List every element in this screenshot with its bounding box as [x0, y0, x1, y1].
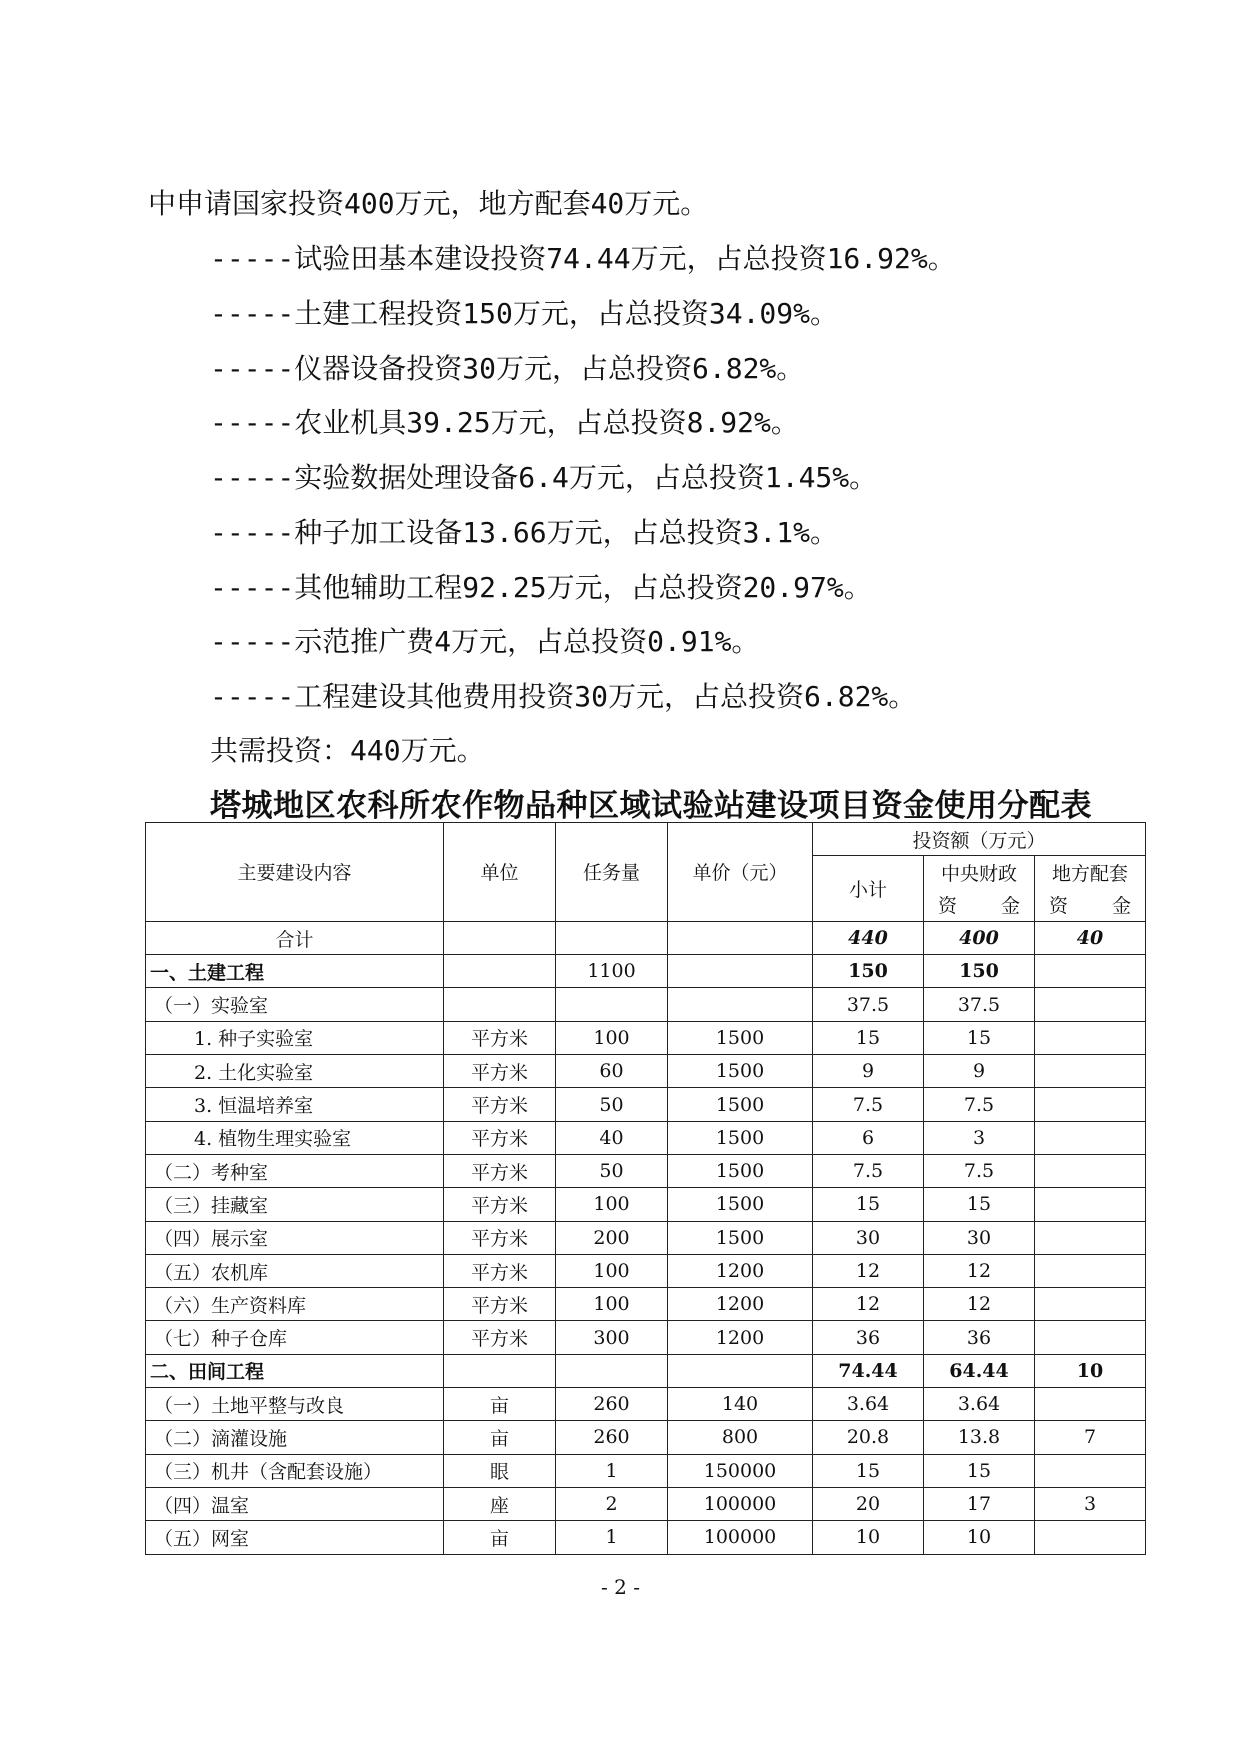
- cell-content: （二）考种室: [146, 1154, 444, 1187]
- cell-price: 100000: [668, 1521, 813, 1554]
- cell-subtotal: 9: [813, 1055, 924, 1088]
- cell-subtotal: 15: [813, 1454, 924, 1487]
- cell-content: 二、田间工程: [146, 1354, 444, 1387]
- cell-subtotal: 10: [813, 1521, 924, 1554]
- table-row: [146, 1388, 1146, 1421]
- header-content: 主要建设内容: [146, 823, 444, 922]
- cell-quantity: 1: [556, 1521, 668, 1554]
- paragraph-line: -----其他辅助工程92.25万元，占总投资20.97%。: [210, 571, 872, 604]
- header-subtotal: 小计: [813, 856, 924, 922]
- cell-quantity: 1: [556, 1454, 668, 1487]
- fund-allocation-table: [145, 822, 1146, 1555]
- cell-price: 1500: [668, 1221, 813, 1254]
- cell-subtotal: 440: [813, 921, 924, 954]
- cell-unit: 平方米: [444, 1154, 556, 1187]
- cell-quantity: 100: [556, 1021, 668, 1054]
- cell-local: [1035, 1288, 1146, 1321]
- cell-unit: 平方米: [444, 1254, 556, 1287]
- cell-subtotal: 37.5: [813, 988, 924, 1021]
- table-row: [146, 1288, 1146, 1321]
- cell-quantity: 50: [556, 1088, 668, 1121]
- paragraph-line: -----实验数据处理设备6.4万元，占总投资1.45%。: [210, 461, 878, 494]
- table-row: [146, 1188, 1146, 1221]
- cell-local: [1035, 1388, 1146, 1421]
- cell-quantity: 1100: [556, 955, 668, 988]
- cell-local: [1035, 1521, 1146, 1554]
- paragraph-line: 共需投资：440万元。: [210, 734, 485, 767]
- cell-content: （二）滴灌设施: [146, 1421, 444, 1454]
- cell-unit: [444, 988, 556, 1021]
- cell-content: （五）农机库: [146, 1254, 444, 1287]
- cell-content: （四）展示室: [146, 1221, 444, 1254]
- cell-subtotal: 74.44: [813, 1354, 924, 1387]
- table-row: [146, 1055, 1146, 1088]
- cell-subtotal: 15: [813, 1188, 924, 1221]
- cell-subtotal: 20.8: [813, 1421, 924, 1454]
- cell-quantity: 200: [556, 1221, 668, 1254]
- cell-central: 12: [924, 1288, 1035, 1321]
- cell-price: 800: [668, 1421, 813, 1454]
- cell-quantity: 50: [556, 1154, 668, 1187]
- cell-quantity: 300: [556, 1321, 668, 1354]
- table-row: [146, 1088, 1146, 1121]
- cell-content: （一）土地平整与改良: [146, 1388, 444, 1421]
- cell-local: [1035, 1221, 1146, 1254]
- cell-price: 100000: [668, 1487, 813, 1520]
- cell-unit: [444, 955, 556, 988]
- paragraph-line: -----种子加工设备13.66万元，占总投资3.1%。: [210, 516, 839, 549]
- cell-central: 15: [924, 1454, 1035, 1487]
- cell-unit: 平方米: [444, 1188, 556, 1221]
- header-central-char: 资: [938, 895, 958, 918]
- table-row: [146, 1254, 1146, 1287]
- cell-local: [1035, 1154, 1146, 1187]
- cell-local: [1035, 1121, 1146, 1154]
- cell-content: 合计: [146, 921, 444, 954]
- cell-local: [1035, 1021, 1146, 1054]
- header-quantity: 任务量: [556, 823, 668, 922]
- cell-price: [668, 988, 813, 1021]
- cell-local: [1035, 1454, 1146, 1487]
- paragraph-line: -----工程建设其他费用投资30万元，占总投资6.82%。: [210, 680, 917, 713]
- cell-price: 140: [668, 1388, 813, 1421]
- cell-quantity: [556, 988, 668, 1021]
- cell-central: 13.8: [924, 1421, 1035, 1454]
- cell-local: 7: [1035, 1421, 1146, 1454]
- cell-price: 1500: [668, 1021, 813, 1054]
- cell-unit: 平方米: [444, 1288, 556, 1321]
- cell-unit: 眼: [444, 1454, 556, 1487]
- cell-central: 9: [924, 1055, 1035, 1088]
- cell-quantity: 40: [556, 1121, 668, 1154]
- table-row: [146, 1221, 1146, 1254]
- cell-unit: 平方米: [444, 1321, 556, 1354]
- cell-central: 7.5: [924, 1154, 1035, 1187]
- cell-central: 400: [924, 921, 1035, 954]
- cell-local: [1035, 988, 1146, 1021]
- cell-subtotal: 12: [813, 1254, 924, 1287]
- cell-unit: [444, 921, 556, 954]
- header-central-char: 金: [1000, 895, 1020, 918]
- cell-local: [1035, 1088, 1146, 1121]
- cell-content: 一、土建工程: [146, 955, 444, 988]
- header-price: 单价（元）: [668, 823, 813, 922]
- cell-content: 3. 恒温培养室: [146, 1088, 444, 1121]
- paragraph-line: -----示范推广费4万元，占总投资0.91%。: [210, 625, 760, 658]
- cell-local: [1035, 955, 1146, 988]
- table-row: [146, 1454, 1146, 1487]
- cell-subtotal: 7.5: [813, 1154, 924, 1187]
- cell-subtotal: 30: [813, 1221, 924, 1254]
- cell-central: 10: [924, 1521, 1035, 1554]
- cell-content: 4. 植物生理实验室: [146, 1121, 444, 1154]
- cell-central: 150: [924, 955, 1035, 988]
- cell-unit: [444, 1354, 556, 1387]
- cell-content: 2. 土化实验室: [146, 1055, 444, 1088]
- cell-content: （三）挂藏室: [146, 1188, 444, 1221]
- cell-unit: 亩: [444, 1388, 556, 1421]
- cell-subtotal: 3.64: [813, 1388, 924, 1421]
- table-row: [146, 1021, 1146, 1054]
- cell-quantity: 260: [556, 1421, 668, 1454]
- cell-subtotal: 20: [813, 1487, 924, 1520]
- page-number: - 2 -: [601, 1575, 640, 1599]
- cell-central: 37.5: [924, 988, 1035, 1021]
- cell-price: 1500: [668, 1055, 813, 1088]
- cell-content: （三）机井（含配套设施）: [146, 1454, 444, 1487]
- cell-central: 15: [924, 1188, 1035, 1221]
- table-row: [146, 1487, 1146, 1520]
- paragraph-line: -----农业机具39.25万元，占总投资8.92%。: [210, 406, 799, 439]
- cell-subtotal: 7.5: [813, 1088, 924, 1121]
- table-row: [146, 1121, 1146, 1154]
- cell-price: 1500: [668, 1154, 813, 1187]
- cell-price: 1200: [668, 1288, 813, 1321]
- cell-local: [1035, 1321, 1146, 1354]
- table-row: [146, 1521, 1146, 1554]
- paragraph-line: 中申请国家投资400万元，地方配套40万元。: [148, 187, 709, 220]
- paragraph-line: -----仪器设备投资30万元，占总投资6.82%。: [210, 352, 805, 385]
- cell-content: （六）生产资料库: [146, 1288, 444, 1321]
- cell-price: [668, 1354, 813, 1387]
- cell-content: （五）网室: [146, 1521, 444, 1554]
- cell-price: 150000: [668, 1454, 813, 1487]
- cell-unit: 座: [444, 1487, 556, 1520]
- cell-quantity: 100: [556, 1254, 668, 1287]
- header-unit: 单位: [444, 823, 556, 922]
- paragraph-line: -----试验田基本建设投资74.44万元，占总投资16.92%。: [210, 242, 956, 275]
- cell-local: 3: [1035, 1487, 1146, 1520]
- cell-central: 17: [924, 1487, 1035, 1520]
- cell-content: （四）温室: [146, 1487, 444, 1520]
- cell-quantity: [556, 1354, 668, 1387]
- cell-content: 1. 种子实验室: [146, 1021, 444, 1054]
- cell-price: 1500: [668, 1121, 813, 1154]
- cell-central: 3.64: [924, 1388, 1035, 1421]
- paragraph-line: -----土建工程投资150万元，占总投资34.09%。: [210, 297, 839, 330]
- cell-subtotal: 150: [813, 955, 924, 988]
- cell-subtotal: 15: [813, 1021, 924, 1054]
- cell-unit: 平方米: [444, 1055, 556, 1088]
- cell-unit: 平方米: [444, 1121, 556, 1154]
- header-local-char: 资: [1049, 895, 1069, 918]
- table-row-section: [146, 1354, 1146, 1387]
- cell-quantity: [556, 921, 668, 954]
- cell-local: [1035, 1055, 1146, 1088]
- header-local-char: 金: [1112, 895, 1132, 918]
- cell-local: [1035, 1254, 1146, 1287]
- cell-central: 15: [924, 1021, 1035, 1054]
- cell-central: 36: [924, 1321, 1035, 1354]
- table-row-total: [146, 921, 1146, 954]
- cell-quantity: 100: [556, 1288, 668, 1321]
- header-central-bottom: [924, 889, 1035, 922]
- cell-local: [1035, 1188, 1146, 1221]
- cell-unit: 亩: [444, 1421, 556, 1454]
- cell-unit: 平方米: [444, 1021, 556, 1054]
- table-row-section: [146, 955, 1146, 988]
- cell-local: 10: [1035, 1354, 1146, 1387]
- cell-content: （七）种子仓库: [146, 1321, 444, 1354]
- header-local-top: 地方配套: [1035, 856, 1146, 889]
- header-local-bottom: [1035, 889, 1146, 922]
- cell-subtotal: 36: [813, 1321, 924, 1354]
- cell-subtotal: 6: [813, 1121, 924, 1154]
- cell-price: 1200: [668, 1254, 813, 1287]
- cell-unit: 亩: [444, 1521, 556, 1554]
- cell-local: 40: [1035, 921, 1146, 954]
- table-row: [146, 1421, 1146, 1454]
- cell-quantity: 2: [556, 1487, 668, 1520]
- cell-price: 1200: [668, 1321, 813, 1354]
- cell-central: 7.5: [924, 1088, 1035, 1121]
- table-row: [146, 988, 1146, 1021]
- cell-price: 1500: [668, 1188, 813, 1221]
- cell-price: [668, 955, 813, 988]
- header-central-top: 中央财政: [924, 856, 1035, 889]
- cell-subtotal: 12: [813, 1288, 924, 1321]
- table-row: [146, 1321, 1146, 1354]
- cell-content: （一）实验室: [146, 988, 444, 1021]
- cell-quantity: 60: [556, 1055, 668, 1088]
- cell-central: 12: [924, 1254, 1035, 1287]
- table-row: [146, 1154, 1146, 1187]
- cell-price: 1500: [668, 1088, 813, 1121]
- cell-unit: 平方米: [444, 1221, 556, 1254]
- table-title: 塔城地区农科所农作物品种区域试验站建设项目资金使用分配表: [210, 788, 1092, 824]
- cell-quantity: 260: [556, 1388, 668, 1421]
- cell-unit: 平方米: [444, 1088, 556, 1121]
- cell-price: [668, 921, 813, 954]
- cell-central: 30: [924, 1221, 1035, 1254]
- header-investment: 投资额（万元）: [813, 823, 1146, 856]
- cell-central: 3: [924, 1121, 1035, 1154]
- cell-quantity: 100: [556, 1188, 668, 1221]
- cell-central: 64.44: [924, 1354, 1035, 1387]
